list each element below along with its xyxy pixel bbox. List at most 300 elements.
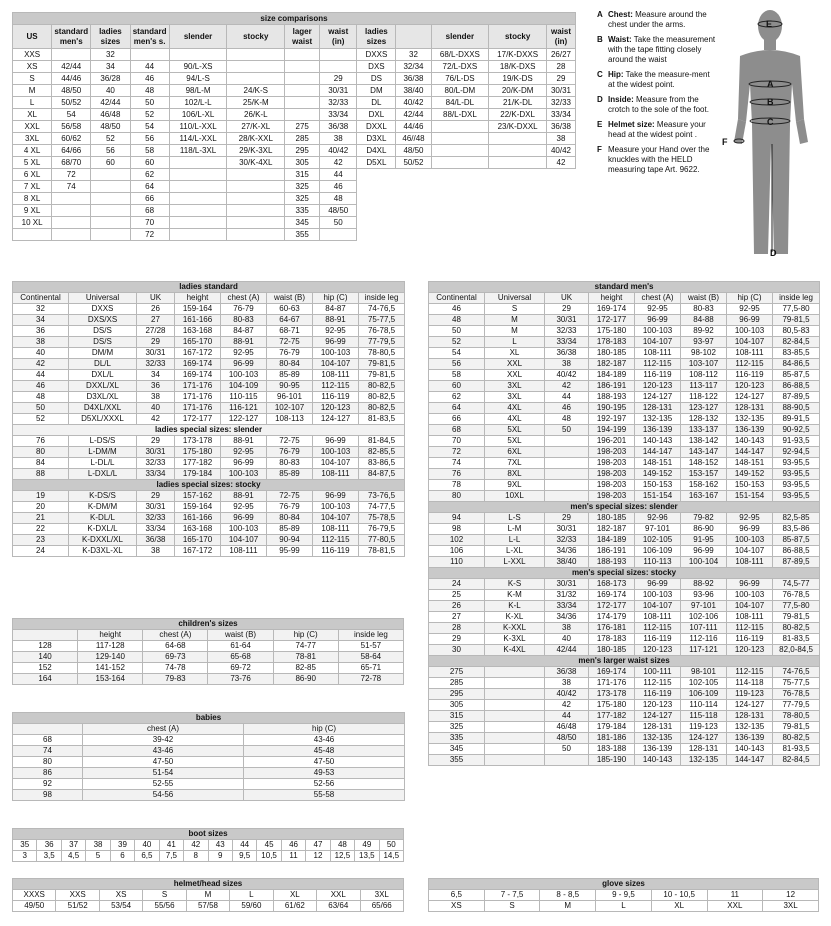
table-cell: 34/36 (545, 546, 589, 557)
table-cell: 28/K-XXL (227, 133, 285, 145)
table-row (13, 109, 576, 121)
table-row (13, 502, 405, 513)
table-row (13, 326, 405, 337)
table-cell (485, 755, 545, 766)
table-cell: DXXS (357, 49, 396, 61)
table-cell: 128-131 (635, 403, 681, 414)
table-cell: 48 (320, 193, 357, 205)
table-cell: 172-177 (175, 414, 221, 425)
table-row (13, 337, 405, 348)
table-cell: 171-176 (175, 392, 221, 403)
table-cell: 39 (110, 840, 134, 851)
table-cell: 46 (429, 304, 485, 315)
table-cell (91, 217, 130, 229)
table-cell: 120-123 (635, 700, 681, 711)
table-cell: 108-111 (635, 612, 681, 623)
table-cell: 80/L-DM (431, 85, 489, 97)
table-cell: DXXL (357, 121, 396, 133)
table-cell: 34 (91, 61, 130, 73)
table-cell: 77-79,5 (359, 337, 405, 348)
table-cell: 107-111 (681, 623, 727, 634)
table-cell: 100-103 (727, 590, 773, 601)
table-cell: 104-107 (313, 458, 359, 469)
table-cell: 24 (429, 579, 485, 590)
table-cell: 84 (13, 458, 69, 469)
table-cell: 132-135 (681, 755, 727, 766)
table-cell: 345 (429, 744, 485, 755)
table-cell: 167-172 (175, 546, 221, 557)
table-row (429, 491, 820, 502)
table-cell: S (484, 901, 540, 912)
table-cell: 90/L-XS (169, 61, 227, 73)
table-cell: 19 (13, 491, 69, 502)
column-header: ladies sizes (91, 25, 130, 49)
table-cell: 81-93,5 (773, 744, 820, 755)
table-header-row (429, 293, 820, 304)
table-cell: 177-182 (175, 458, 221, 469)
table-cell: 72 (130, 229, 169, 241)
table-title: men's special sizes: slender (429, 502, 820, 513)
table-cell: 62 (429, 392, 485, 403)
table-row (429, 480, 820, 491)
table-cell: 128-132 (681, 414, 727, 425)
table-cell: 96-99 (727, 524, 773, 535)
table-row (13, 652, 404, 663)
table-cell: 3XL (485, 392, 545, 403)
table-cell: 50 (379, 840, 403, 851)
table-cell (489, 157, 547, 169)
table-cell: 27/K-XL (227, 121, 285, 133)
table-cell: 76 (13, 436, 69, 447)
table-row (429, 700, 820, 711)
table-row (13, 840, 404, 851)
table-cell: 88-92 (681, 579, 727, 590)
table-cell: 8 XL (13, 193, 52, 205)
table-cell: 102/L-L (169, 97, 227, 109)
column-header: Continental (13, 293, 69, 304)
table-cell: S (485, 304, 545, 315)
table-cell: 172-177 (589, 315, 635, 326)
table-row (13, 447, 405, 458)
table-cell: 100-103 (727, 535, 773, 546)
table-cell (169, 157, 227, 169)
table-cell (285, 85, 320, 97)
table-row (13, 359, 405, 370)
table-cell: 120-123 (313, 403, 359, 414)
table-cell: 198-203 (589, 469, 635, 480)
table-cell: 152 (13, 663, 78, 674)
table-cell: 165-170 (175, 535, 221, 546)
table-cell: 123-127 (681, 403, 727, 414)
table-cell: 52 (429, 337, 485, 348)
table-cell: 77,5-80 (773, 304, 820, 315)
table-cell: 92-95 (727, 304, 773, 315)
table-cell: 40 (91, 85, 130, 97)
table-cell: 47 (306, 840, 330, 851)
table-cell: 36 (37, 840, 61, 851)
table-cell: 49/50 (13, 901, 56, 912)
table-cell: 102-105 (681, 678, 727, 689)
table-cell: 93-96 (681, 590, 727, 601)
table-cell: 38 (137, 392, 175, 403)
table-cell (545, 458, 589, 469)
table-cell: 124-127 (727, 392, 773, 403)
table-cell: 78-81,5 (359, 546, 405, 557)
legend-text (608, 70, 717, 90)
table-cell: 86 (13, 768, 83, 779)
table-cell (91, 169, 130, 181)
table-cell: 106/L-XL (169, 109, 227, 121)
table-cell: D5XL/XXXL (69, 414, 137, 425)
column-header: inside leg (338, 630, 403, 641)
table-cell: 9 (208, 851, 232, 862)
table-row (429, 348, 820, 359)
table-row (13, 524, 405, 535)
table-cell: 42 (547, 157, 576, 169)
table-cell: 93-95,5 (773, 469, 820, 480)
table-cell: 88-90,5 (773, 403, 820, 414)
table-row (429, 678, 820, 689)
table-cell: 50 (545, 744, 589, 755)
table-cell: 42 (13, 359, 69, 370)
table-row (429, 557, 820, 568)
table-cell: 122-127 (221, 414, 267, 425)
table-cell: 74 (429, 458, 485, 469)
table-cell: 65-68 (208, 652, 273, 663)
table-cell: 112-115 (727, 359, 773, 370)
legend-text (608, 10, 717, 30)
table-cell: 49-53 (244, 768, 405, 779)
babies-table (12, 712, 405, 801)
table-cell: 43 (208, 840, 232, 851)
table-cell: 11 (707, 890, 763, 901)
table-cell: 96-99 (727, 315, 773, 326)
table-cell: 50 (545, 425, 589, 436)
table-cell: 75-77,5 (359, 315, 405, 326)
label-b: B (767, 97, 774, 107)
table-cell: 44 (232, 840, 256, 851)
table-cell: 56/58 (52, 121, 91, 133)
label-c: C (767, 117, 774, 127)
column-header: UK (545, 293, 589, 304)
label-f: F (722, 137, 728, 147)
table-cell: 163-167 (681, 491, 727, 502)
table-cell: 275 (285, 121, 320, 133)
table-cell: 47-50 (244, 757, 405, 768)
table-cell: 76-79 (267, 348, 313, 359)
table-cell: 96-99 (221, 359, 267, 370)
table-title-row (429, 282, 820, 293)
table-cell: 22/K-DXL (489, 109, 547, 121)
table-cell: 110 (429, 557, 485, 568)
table-cell: 3 (13, 851, 37, 862)
table-cell: 192-197 (589, 414, 635, 425)
table-cell: 56 (91, 145, 130, 157)
table-cell: DS/S (69, 337, 137, 348)
table-row (429, 447, 820, 458)
table-cell: 8 (184, 851, 208, 862)
table-cell: 104-107 (635, 601, 681, 612)
table-row (13, 403, 405, 414)
table-cell: 45-48 (244, 746, 405, 757)
column-header: waist (B) (267, 293, 313, 304)
table-cell: 5 XL (13, 157, 52, 169)
table-cell: 19/K-DS (489, 73, 547, 85)
table-cell: 153-164 (78, 674, 143, 685)
table-cell: D3XL/XL (69, 392, 137, 403)
table-cell: 114-118 (727, 678, 773, 689)
table-cell: 96-99 (635, 315, 681, 326)
table-cell: 63/64 (317, 901, 360, 912)
table-cell: 54 (52, 109, 91, 121)
table-cell: 84-87,5 (359, 469, 405, 480)
table-row (429, 711, 820, 722)
table-cell: 93-97 (681, 337, 727, 348)
column-header (396, 25, 431, 49)
table-cell (91, 181, 130, 193)
table-cell: M (540, 901, 596, 912)
table-cell: 3XL (13, 133, 52, 145)
table-cell: 78-80,5 (773, 711, 820, 722)
table-cell: 169-174 (589, 667, 635, 678)
table-cell: 163-168 (175, 524, 221, 535)
table-cell: 28 (547, 61, 576, 73)
table-cell: 173-178 (589, 689, 635, 700)
table-cell: 83,5-86 (773, 524, 820, 535)
table-cell: 124-127 (635, 392, 681, 403)
table-cell (227, 229, 285, 241)
table-cell: 38 (320, 133, 357, 145)
table-cell: 46//48 (396, 133, 431, 145)
table-row (429, 901, 819, 912)
table-cell: 32 (13, 304, 69, 315)
table-cell: K-S (485, 579, 545, 590)
legend-term: Chest: (608, 10, 633, 19)
table-cell: 45 (257, 840, 281, 851)
table-title: babies (13, 713, 405, 724)
legend-description: Take the measurement with the tape fitting closely around the waist (608, 35, 716, 64)
table-row (13, 315, 405, 326)
table-cell (485, 689, 545, 700)
table-cell: 69-73 (143, 652, 208, 663)
table-cell: 78 (429, 480, 485, 491)
table-cell: 64-68 (143, 641, 208, 652)
table-cell: 27/28 (137, 326, 175, 337)
table-cell: 68/L-DXXS (431, 49, 489, 61)
table-title: men's special sizes: stocky (429, 568, 820, 579)
table-cell (91, 205, 130, 217)
table-cell: DS/S (69, 326, 137, 337)
table-cell: 132-135 (635, 733, 681, 744)
table-cell: 198-203 (589, 447, 635, 458)
table-cell: 44 (545, 392, 589, 403)
table-header-row (13, 630, 404, 641)
column-header: hip (C) (727, 293, 773, 304)
table-cell: 3XL (360, 890, 404, 901)
table-cell: 68/70 (52, 157, 91, 169)
size-comparisons-block (12, 12, 576, 241)
table-row (13, 381, 405, 392)
table-cell: 33/34 (137, 524, 175, 535)
table-row (13, 458, 405, 469)
legend-item (597, 145, 717, 175)
table-cell: 104-107 (313, 513, 359, 524)
table-title-row (13, 829, 404, 840)
table-cell: 80-83 (681, 304, 727, 315)
table-cell: 40 (13, 348, 69, 359)
table-cell (320, 61, 357, 73)
table-cell: 194-199 (589, 425, 635, 436)
table-cell (91, 229, 130, 241)
table-row (13, 735, 405, 746)
table-cell: 102-106 (681, 612, 727, 623)
table-cell (485, 667, 545, 678)
table-cell (431, 121, 489, 133)
table-cell: 69-72 (208, 663, 273, 674)
table-cell: XS (13, 61, 52, 73)
table-cell: 117-128 (78, 641, 143, 652)
table-row (13, 901, 404, 912)
table-cell: 76-79 (267, 447, 313, 458)
table-cell: 96-99 (221, 458, 267, 469)
table-cell: 38 (13, 337, 69, 348)
table-cell: 51-54 (83, 768, 244, 779)
table-cell: 345 (285, 217, 320, 229)
table-cell: 104-107 (221, 535, 267, 546)
table-cell: 29 (545, 304, 589, 315)
glove-sizes-table (428, 878, 819, 912)
table-cell: 102 (429, 535, 485, 546)
table-row (13, 133, 576, 145)
table-cell: 151-154 (727, 491, 773, 502)
table-row (13, 851, 404, 862)
table-cell: L-DL/L (69, 458, 137, 469)
table-row (429, 590, 820, 601)
table-cell: 188-193 (589, 557, 635, 568)
table-cell: 104-107 (313, 359, 359, 370)
table-cell (169, 169, 227, 181)
table-cell: 112-116 (681, 634, 727, 645)
table-cell: 128-131 (681, 744, 727, 755)
column-header: chest (A) (221, 293, 267, 304)
table-cell: 54 (130, 121, 169, 133)
table-cell: 70 (130, 217, 169, 229)
table-cell: 68 (130, 205, 169, 217)
legend-item (597, 70, 717, 90)
table-cell: 12 (763, 890, 819, 901)
table-cell: 12,5 (330, 851, 354, 862)
table-cell: 120-123 (635, 381, 681, 392)
table-cell: 140 (13, 652, 78, 663)
table-row (13, 436, 405, 447)
table-cell: 96-99 (313, 491, 359, 502)
table-cell: 87-89,5 (773, 392, 820, 403)
table-cell: K-4XL (485, 645, 545, 656)
table-cell: 79-81,5 (773, 315, 820, 326)
table-cell: 92-95 (313, 326, 359, 337)
table-cell: 68-71 (267, 326, 313, 337)
table-cell: 23/K-DXXL (489, 121, 547, 133)
table-row (429, 689, 820, 700)
table-cell: 104-107 (727, 546, 773, 557)
table-cell: XL (485, 348, 545, 359)
table-cell: 100-103 (313, 502, 359, 513)
table-cell: 7,5 (159, 851, 183, 862)
table-cell: 76/L-DS (431, 73, 489, 85)
table-cell: M (13, 85, 52, 97)
table-cell: 80-82,5 (359, 381, 405, 392)
table-title: ladies special sizes: slender (13, 425, 405, 436)
table-row (429, 359, 820, 370)
table-cell: 44/46 (52, 73, 91, 85)
table-cell: 295 (429, 689, 485, 700)
table-cell: 20 (13, 502, 69, 513)
table-cell: 79-81,5 (359, 370, 405, 381)
table-cell (485, 700, 545, 711)
table-cell: 26 (137, 304, 175, 315)
body-measurement-figure (722, 4, 822, 260)
table-cell: 94 (429, 513, 485, 524)
table-cell: XXXS (13, 890, 56, 901)
table-cell: XXL (13, 121, 52, 133)
table-cell: 112-115 (635, 678, 681, 689)
table-cell: 30/31 (137, 502, 175, 513)
table-cell: 48 (545, 414, 589, 425)
table-cell: K-M (485, 590, 545, 601)
table-cell: 74 (52, 181, 91, 193)
table-cell: K-XL (485, 612, 545, 623)
table-header-row (13, 724, 405, 735)
table-cell: 24/K-S (227, 85, 285, 97)
table-cell: 52-56 (244, 779, 405, 790)
column-header: standard men's s. (130, 25, 169, 49)
table-cell: 11 (281, 851, 305, 862)
table-cell: 108-111 (313, 524, 359, 535)
table-cell: S (13, 73, 52, 85)
table-cell: 42/44 (52, 61, 91, 73)
table-cell: 50 (429, 326, 485, 337)
table-cell: K-DS/S (69, 491, 137, 502)
table-cell: 42 (545, 700, 589, 711)
table-cell: 38/40 (396, 85, 431, 97)
table-cell: 9 XL (13, 205, 52, 217)
table-cell: 25/K-M (227, 97, 285, 109)
table-row (13, 348, 405, 359)
table-cell: 89-91,5 (773, 414, 820, 425)
table-cell: 36/38 (320, 121, 357, 133)
table-cell: 83-85,5 (773, 348, 820, 359)
table-cell: 158-162 (681, 480, 727, 491)
table-row (429, 513, 820, 524)
table-cell: 177-182 (589, 711, 635, 722)
table-cell: L-DXL/L (69, 469, 137, 480)
table-cell: 92-96 (635, 513, 681, 524)
table-cell: D4XL/XXL (69, 403, 137, 414)
table-cell: 48/50 (52, 85, 91, 97)
table-cell: 22 (13, 524, 69, 535)
table-cell: 141-152 (78, 663, 143, 674)
table-cell: 144-147 (727, 755, 773, 766)
table-cell: K-DXXL/XL (69, 535, 137, 546)
table-cell: 180-185 (589, 348, 635, 359)
table-cell: 46 (545, 403, 589, 414)
table-cell: 10 - 10,5 (651, 890, 707, 901)
table-cell (52, 229, 91, 241)
table-cell (169, 217, 227, 229)
table-cell: 32/33 (137, 458, 175, 469)
column-header: slender (431, 25, 489, 49)
table-cell: 149-152 (635, 469, 681, 480)
